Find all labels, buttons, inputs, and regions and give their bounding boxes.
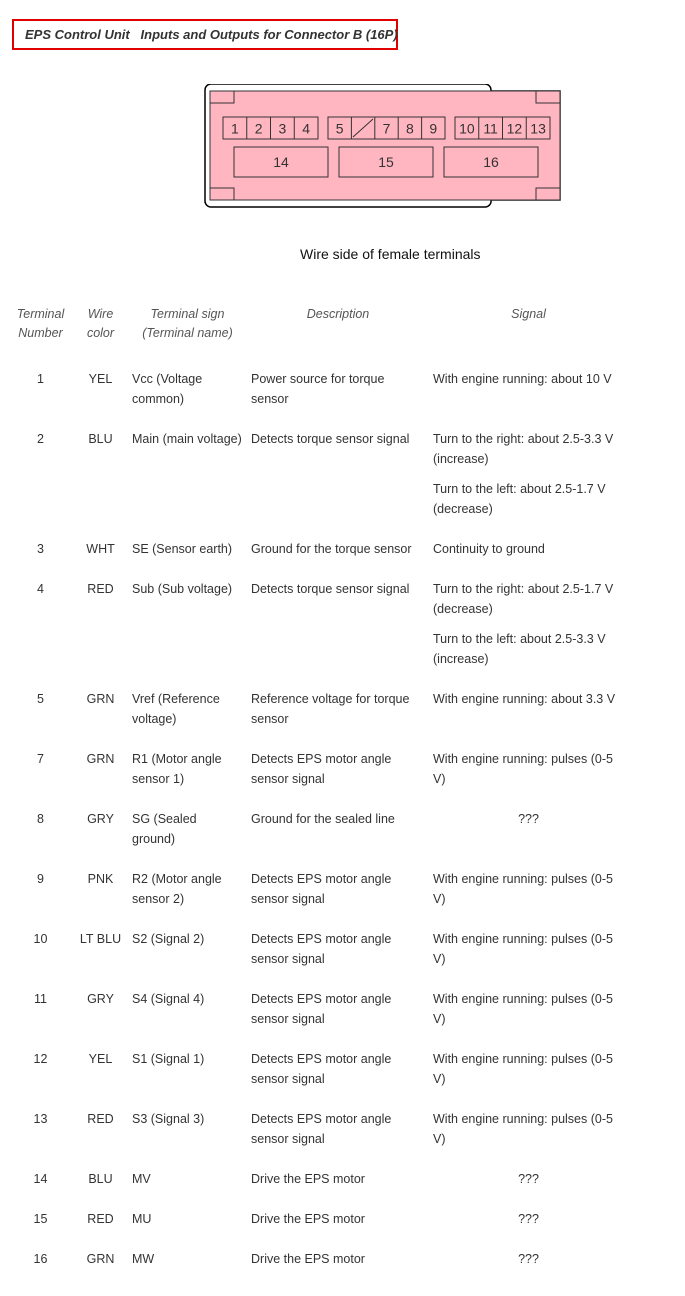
cell-terminal-sign: R2 (Motor angle sensor 2)	[132, 872, 222, 906]
cell-terminal-sign: S3 (Signal 3)	[132, 1112, 205, 1126]
cell-description: Drive the EPS motor	[251, 1172, 365, 1186]
pin-label: 7	[382, 120, 391, 137]
table-row	[8, 419, 628, 529]
cell-signal	[429, 359, 628, 419]
cell-wire-color: RED	[87, 1112, 114, 1126]
pin-label: 16	[483, 154, 499, 170]
header-terminal-number: Terminal Number	[16, 307, 65, 340]
cell-signal	[429, 1039, 628, 1099]
connector-svg	[203, 84, 563, 210]
cell-terminal-number: 10	[33, 932, 48, 946]
cell-terminal-number: 8	[37, 812, 44, 826]
signal-line: With engine running: pulses (0-5 V)	[433, 1052, 613, 1086]
cell-signal	[429, 919, 628, 979]
cell-terminal-number: 14	[33, 1172, 48, 1186]
cell-terminal-sign: MV	[132, 1172, 151, 1186]
table-row	[8, 1099, 628, 1159]
cell-wire-color: RED	[87, 582, 114, 596]
signal-line: With engine running: pulses (0-5 V)	[433, 932, 613, 966]
cell-signal	[429, 679, 628, 739]
cell-terminal-sign: R1 (Motor angle sensor 1)	[132, 752, 222, 786]
cell-terminal-number: 11	[34, 992, 47, 1006]
cell-terminal-sign: Vcc (Voltage common)	[132, 372, 203, 406]
signal-line: With engine running: pulses (0-5 V)	[433, 752, 613, 786]
cell-signal	[429, 529, 628, 569]
cell-signal	[429, 799, 628, 859]
cell-wire-color: YEL	[88, 372, 113, 386]
cell-wire-color: RED	[87, 1212, 114, 1226]
cell-description: Drive the EPS motor	[251, 1252, 365, 1266]
cell-description: Detects EPS motor angle sensor signal	[251, 752, 392, 786]
cell-terminal-sign: Vref (Reference voltage)	[132, 692, 220, 726]
cell-wire-color: GRN	[86, 1252, 115, 1266]
pin-label: 5	[335, 120, 344, 137]
cell-terminal-sign: MW	[132, 1252, 155, 1266]
cell-terminal-number: 16	[33, 1252, 48, 1266]
table-row	[8, 1159, 628, 1199]
signal-line: ???	[518, 812, 539, 826]
signal-line: Turn to the left: about 2.5-1.7 V (decrease)	[433, 482, 606, 516]
cell-terminal-number: 1	[37, 372, 44, 386]
table-row	[8, 569, 628, 679]
table-row	[8, 359, 628, 419]
cell-terminal-sign: Sub (Sub voltage)	[132, 582, 233, 596]
cell-signal	[429, 1239, 628, 1279]
cell-terminal-sign: MU	[132, 1212, 152, 1226]
cell-signal	[429, 1199, 628, 1239]
signal-line: Turn to the right: about 2.5-3.3 V (increase)	[433, 432, 614, 466]
table-row	[8, 679, 628, 739]
cell-wire-color: YEL	[88, 1052, 113, 1066]
cell-terminal-sign: Main (main voltage)	[132, 432, 242, 446]
pin-label: 9	[429, 120, 438, 137]
pin-label: 14	[273, 154, 289, 170]
cell-terminal-number: 7	[37, 752, 44, 766]
table-row	[8, 979, 628, 1039]
cell-wire-color: PNK	[87, 872, 114, 886]
cell-signal	[429, 1099, 628, 1159]
table-row	[8, 1199, 628, 1239]
header-wire-color: Wire color	[86, 307, 115, 340]
signal-line: Turn to the right: about 2.5-1.7 V (decrease)	[433, 582, 614, 616]
header-description: Description	[306, 307, 370, 321]
signal-line: With engine running: pulses (0-5 V)	[433, 1112, 613, 1146]
cell-description: Ground for the torque sensor	[251, 542, 412, 556]
signal-line: ???	[518, 1252, 539, 1266]
cell-description: Reference voltage for torque sensor	[251, 692, 410, 726]
cell-terminal-sign: SE (Sensor earth)	[132, 542, 233, 556]
signal-line: With engine running: about 3.3 V	[433, 692, 616, 706]
cell-description: Detects EPS motor angle sensor signal	[251, 872, 392, 906]
pin-label: 8	[406, 120, 414, 137]
cell-description: Detects EPS motor angle sensor signal	[251, 992, 392, 1026]
terminal-table-body	[8, 359, 628, 1279]
cell-description: Detects torque sensor signal	[251, 582, 410, 596]
connector-diagram	[203, 84, 563, 210]
signal-line: Continuity to ground	[433, 542, 545, 556]
header-signal: Signal	[511, 307, 546, 321]
cell-terminal-number: 2	[37, 432, 44, 446]
cell-signal	[429, 1159, 628, 1199]
signal-line: Turn to the left: about 2.5-3.3 V (increase)	[433, 632, 606, 666]
cell-signal	[429, 569, 628, 679]
connector-caption: Wire side of female terminals	[300, 246, 481, 262]
cell-description: Detects torque sensor signal	[251, 432, 410, 446]
pin-label: 4	[302, 120, 310, 137]
signal-line: With engine running: pulses (0-5 V)	[433, 992, 613, 1026]
cell-description: Detects EPS motor angle sensor signal	[251, 1052, 392, 1086]
cell-terminal-number: 9	[37, 872, 44, 886]
cell-wire-color: BLU	[88, 1172, 113, 1186]
signal-line: ???	[518, 1212, 539, 1226]
cell-terminal-number: 15	[33, 1212, 48, 1226]
cell-wire-color: GRY	[87, 812, 114, 826]
signal-line: With engine running: about 10 V	[433, 372, 612, 386]
cell-terminal-number: 13	[33, 1112, 48, 1126]
signal-line: ???	[518, 1172, 539, 1186]
pin-label: 2	[254, 120, 263, 137]
table-row	[8, 859, 628, 919]
cell-wire-color: GRN	[86, 692, 115, 706]
table-row	[8, 1239, 628, 1279]
cell-description: Drive the EPS motor	[251, 1212, 365, 1226]
table-row	[8, 799, 628, 859]
cell-terminal-sign: SG (Sealed ground)	[132, 812, 197, 846]
cell-terminal-number: 3	[37, 542, 44, 556]
pin-label: 10	[459, 120, 475, 137]
pin-label: 3	[278, 120, 287, 137]
cell-description: Detects EPS motor angle sensor signal	[251, 1112, 392, 1146]
cell-wire-color: GRN	[86, 752, 115, 766]
cell-terminal-number: 5	[37, 692, 44, 706]
header-terminal-sign: Terminal sign (Terminal name)	[142, 307, 233, 340]
cell-signal	[429, 979, 628, 1039]
cell-signal	[429, 859, 628, 919]
pin-label: 11	[483, 120, 498, 137]
cell-terminal-number: 4	[37, 582, 44, 596]
cell-terminal-number: 12	[33, 1052, 48, 1066]
table-row	[8, 1039, 628, 1099]
table-header-row	[8, 296, 628, 359]
table-row	[8, 919, 628, 979]
cell-wire-color: LT BLU	[79, 932, 122, 946]
table-row	[8, 529, 628, 569]
cell-description: Power source for torque sensor	[251, 372, 385, 406]
pin-label: 13	[530, 120, 546, 137]
cell-wire-color: WHT	[86, 542, 115, 556]
connector-body	[210, 91, 560, 200]
cell-terminal-sign: S1 (Signal 1)	[132, 1052, 205, 1066]
cell-terminal-sign: S4 (Signal 4)	[132, 992, 205, 1006]
cell-signal	[429, 419, 628, 529]
pin-label: 1	[231, 120, 239, 137]
pin-label: 12	[506, 120, 523, 137]
page-title: EPS Control Unit Inputs and Outputs for Connector B (16P)	[12, 19, 398, 50]
signal-line: With engine running: pulses (0-5 V)	[433, 872, 613, 906]
cell-description: Detects EPS motor angle sensor signal	[251, 932, 392, 966]
terminal-table	[8, 296, 628, 1279]
table-row	[8, 739, 628, 799]
pin-label: 15	[378, 154, 394, 170]
cell-wire-color: GRY	[87, 992, 114, 1006]
cell-wire-color: BLU	[88, 432, 113, 446]
cell-description: Ground for the sealed line	[251, 812, 395, 826]
cell-terminal-sign: S2 (Signal 2)	[132, 932, 205, 946]
cell-signal	[429, 739, 628, 799]
